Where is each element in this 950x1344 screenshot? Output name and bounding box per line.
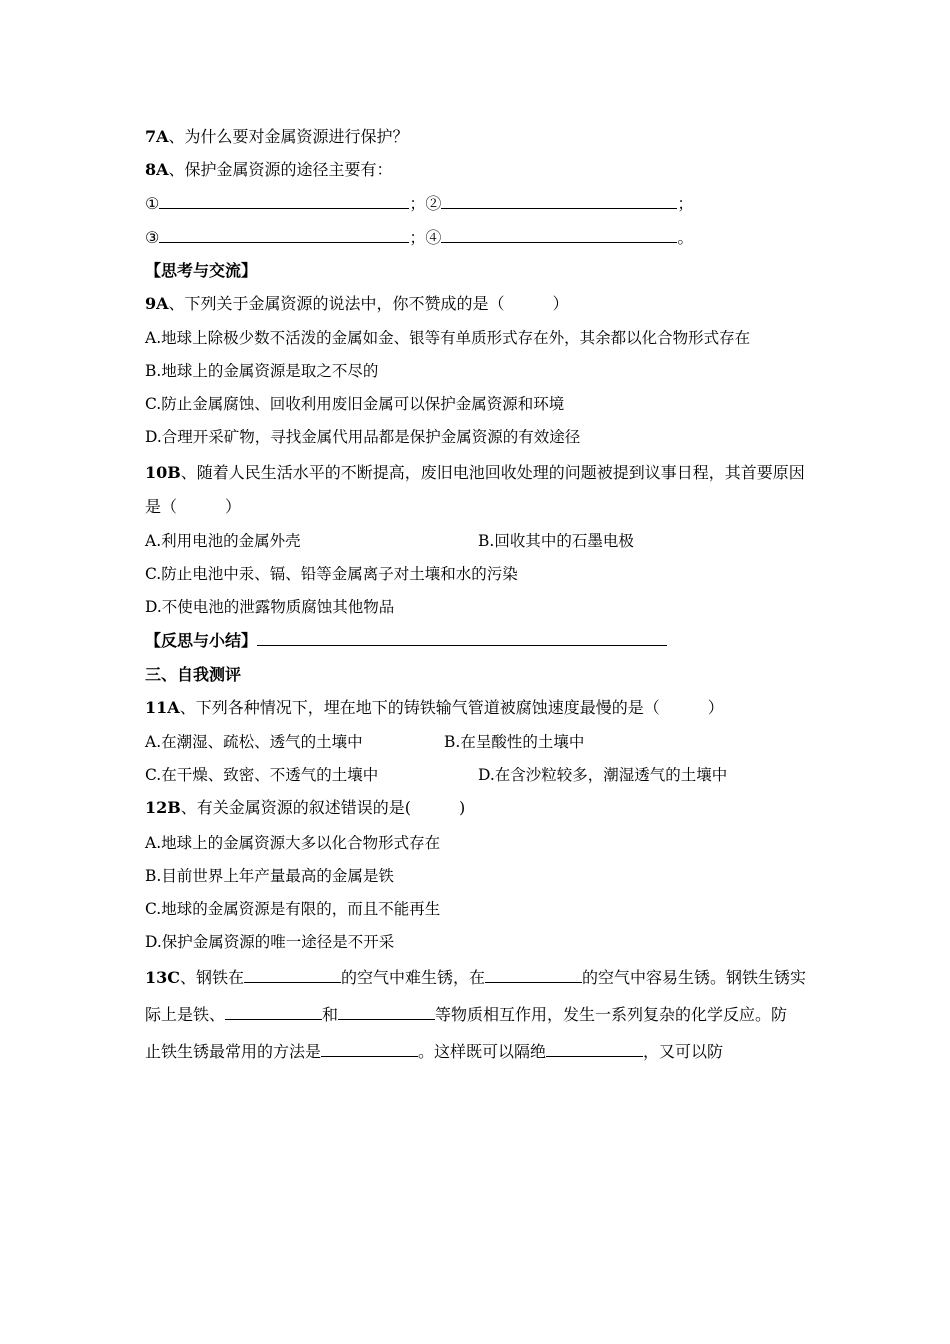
reflection-blank[interactable] xyxy=(257,631,667,646)
question-11 xyxy=(145,698,724,718)
question-text: 和 xyxy=(322,1005,339,1024)
punct: ； xyxy=(677,194,694,213)
question-number: 7A xyxy=(145,127,169,146)
option-d: D.不使电池的泄露物质腐蚀其他物品 xyxy=(145,598,395,616)
question-text: 止铁生锈最常用的方法是 xyxy=(145,1042,322,1061)
answer-blank-3[interactable] xyxy=(159,228,409,243)
option-d: D.在含沙粒较多，潮湿透气的土壤中 xyxy=(478,766,728,784)
circle-mark-4: ；④ xyxy=(409,228,442,247)
question-10-continued: 是（ ） xyxy=(145,497,242,516)
option-c: C.在干燥、致密、不透气的土壤中 xyxy=(145,766,379,784)
question-text: 的空气中容易生锈。钢铁生锈实 xyxy=(582,968,807,987)
answer-line-3-4 xyxy=(145,228,693,248)
option-c: C.防止金属腐蚀、回收利用废旧金属可以保护金属资源和环境 xyxy=(145,395,565,413)
option-b: B.目前世界上年产量最高的金属是铁 xyxy=(145,867,394,885)
question-text: 、为什么要对金属资源进行保护？ xyxy=(168,127,409,146)
option-row-ab xyxy=(145,531,301,551)
question-number: 8A xyxy=(145,160,169,179)
circle-mark-3: ③ xyxy=(145,228,160,247)
question-text: 、保护金属资源的途径主要有： xyxy=(168,160,393,179)
option-d: D.保护金属资源的唯一途径是不开采 xyxy=(145,933,395,951)
question-8 xyxy=(145,160,393,180)
answer-blank-dry[interactable] xyxy=(244,968,341,983)
question-text: 。这样既可以隔绝 xyxy=(418,1042,547,1061)
question-text: 、下列各种情况下，埋在地下的铸铁输气管道被腐蚀速度最慢的是（ ） xyxy=(179,698,724,717)
punct: 。 xyxy=(677,228,694,247)
question-13-line-2 xyxy=(145,1005,787,1025)
answer-line-1-2 xyxy=(145,194,693,214)
question-text: 、随着人民生活水平的不断提高，废旧电池回收处理的问题被提到议事日程，其首要原因 xyxy=(180,463,805,482)
answer-blank-isolate[interactable] xyxy=(546,1042,643,1057)
question-13-line-1 xyxy=(145,968,806,988)
option-b: B.地球上的金属资源是取之不尽的 xyxy=(145,362,379,380)
section-heading-think: 【思考与交流】 xyxy=(145,261,258,280)
question-text: 、钢铁在 xyxy=(180,968,245,987)
section-label: 【反思与小结】 xyxy=(145,631,258,650)
answer-blank-2[interactable] xyxy=(441,194,677,209)
question-text: 、下列关于金属资源的说法中，你不赞成的是（ ） xyxy=(168,294,569,313)
question-9 xyxy=(145,294,569,314)
question-12 xyxy=(145,798,465,818)
question-7 xyxy=(145,127,409,147)
answer-blank-4[interactable] xyxy=(441,228,677,243)
circle-mark-2: ；② xyxy=(409,194,442,213)
answer-blank-substance-2[interactable] xyxy=(338,1005,435,1020)
option-d: D.合理开采矿物，寻找金属代用品都是保护金属资源的有效途径 xyxy=(145,428,581,446)
question-number: 12B xyxy=(145,798,181,817)
option-c: C.防止电池中汞、镉、铅等金属离子对土壤和水的污染 xyxy=(145,565,518,583)
question-text: 际上是铁、 xyxy=(145,1005,226,1024)
question-number: 11A xyxy=(145,698,180,717)
circle-mark-1: ① xyxy=(145,194,160,213)
option-b: B.在呈酸性的土壤中 xyxy=(444,733,585,751)
option-a: A.在潮湿、疏松、透气的土壤中 xyxy=(145,733,363,751)
question-text: 、有关金属资源的叙述错误的是( ) xyxy=(180,798,466,817)
option-b: B.回收其中的石墨电极 xyxy=(478,532,634,550)
question-text: 等物质相互作用，发生一系列复杂的化学反应。防 xyxy=(435,1005,788,1024)
option-a: A.地球上除极少数不活泼的金属如金、银等有单质形式存在外，其余都以化合物形式存在 xyxy=(145,329,751,347)
question-text: ，又可以防 xyxy=(643,1042,724,1061)
answer-blank-humid[interactable] xyxy=(485,968,582,983)
section-heading-reflect xyxy=(145,631,667,651)
question-number: 9A xyxy=(145,294,169,313)
answer-blank-1[interactable] xyxy=(159,194,409,209)
question-text: 的空气中难生锈，在 xyxy=(341,968,486,987)
answer-blank-method[interactable] xyxy=(321,1042,418,1057)
question-13-line-3 xyxy=(145,1042,723,1062)
section-heading-self-test: 三、自我测评 xyxy=(145,665,242,684)
question-number: 10B xyxy=(145,463,181,482)
option-a: A.利用电池的金属外壳 xyxy=(145,532,301,550)
answer-blank-substance-1[interactable] xyxy=(225,1005,322,1020)
option-a: A.地球上的金属资源大多以化合物形式存在 xyxy=(145,834,441,852)
option-c: C.地球的金属资源是有限的，而且不能再生 xyxy=(145,900,441,918)
question-number: 13C xyxy=(145,968,180,987)
question-10 xyxy=(145,463,805,483)
